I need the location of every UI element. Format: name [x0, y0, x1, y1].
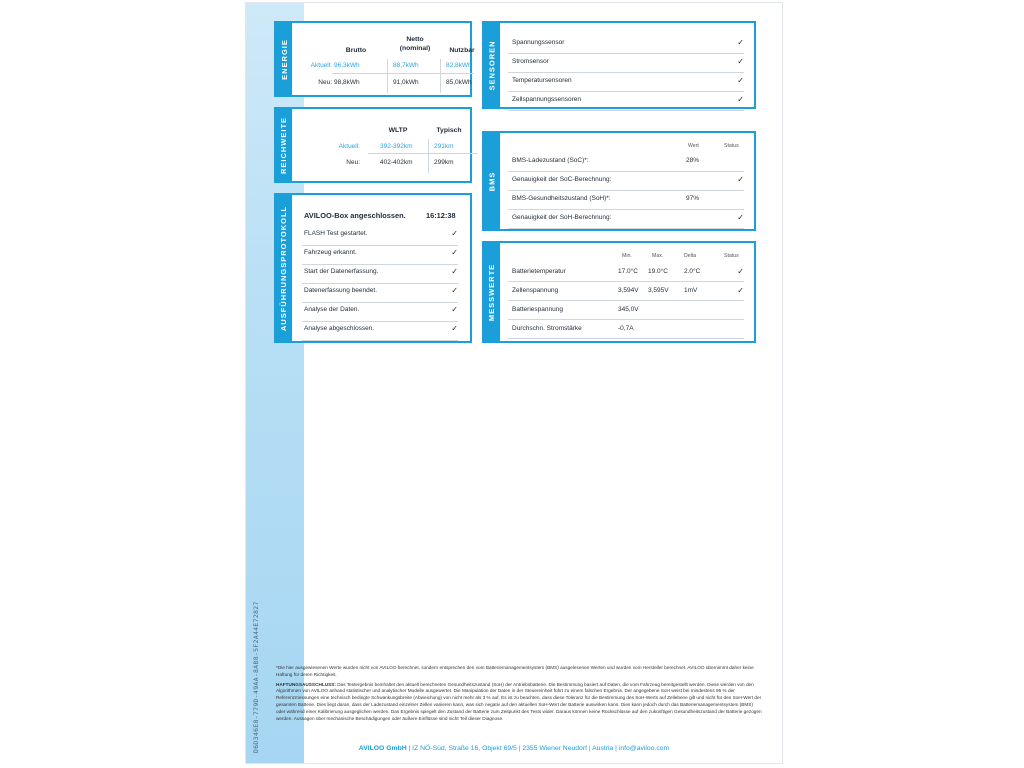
checkmark-icon: ✓: [737, 213, 744, 222]
disclaimer-label: HAFTUNGSAUSSCHLUSS:: [276, 681, 336, 687]
protokoll-item: [302, 303, 458, 322]
protokoll-item: [302, 322, 458, 341]
sensoren-card: [482, 21, 756, 109]
messwerte-row: [508, 282, 744, 301]
messwerte-col-min: Min.: [622, 253, 632, 259]
messwerte-list: [508, 263, 744, 339]
bms-row: [508, 210, 744, 229]
protokoll-item-label: Analyse abgeschlossen.: [304, 325, 375, 332]
energie-neu-nutzbar: 85,0kWh: [446, 79, 472, 86]
energie-header-brutto: Brutto: [345, 47, 367, 54]
checkmark-icon: ✓: [451, 229, 458, 238]
energie-aktuell-nutzbar: 82,8kWh: [446, 62, 472, 69]
protokoll-list: [302, 227, 458, 341]
bms-col-wert: Wert: [688, 143, 699, 149]
checkmark-icon: ✓: [737, 38, 744, 47]
company-address: [246, 745, 782, 752]
energie-aktuell-brutto: 96,3kWh: [334, 62, 360, 69]
messwerte-min: 3,594V: [618, 287, 639, 294]
bms-list: [508, 153, 744, 229]
messwerte-max: 3,595V: [648, 287, 669, 294]
checkmark-icon: ✓: [737, 175, 744, 184]
protokoll-item-label: Datenerfassung beendet.: [304, 287, 377, 294]
energie-neu-netto: 91,0kWh: [393, 79, 419, 86]
report-page: [245, 2, 783, 764]
messwerte-title: MESSWERTE: [487, 263, 497, 321]
messwerte-max: 19.0°C: [648, 268, 668, 275]
messwerte-min: 17.0°C: [618, 268, 638, 275]
checkmark-icon: ✓: [737, 286, 744, 295]
messwerte-row-label: Durchschn. Stromstärke: [512, 325, 582, 332]
bms-row-value: 28%: [686, 157, 700, 164]
energie-title: ENERGIE: [279, 38, 289, 80]
checkmark-icon: ✓: [737, 76, 744, 85]
messwerte-min: -0,7A: [618, 325, 634, 332]
sensoren-list: [508, 35, 744, 111]
sensor-label: Stromsensor: [512, 58, 549, 65]
checkmark-icon: ✓: [737, 95, 744, 104]
reichweite-header-wltp: WLTP: [388, 127, 408, 134]
checkmark-icon: ✓: [451, 286, 458, 295]
reichweite-header-typisch: Typisch: [436, 127, 462, 134]
reichweite-neu-typisch: 299km: [434, 159, 454, 166]
bms-row-label: BMS-Ladezustand (SoC)*:: [512, 157, 589, 164]
messwerte-row-label: Batteriespannung: [512, 306, 563, 313]
reichweite-card: [274, 107, 472, 183]
reichweite-title: REICHWEITE: [279, 116, 289, 174]
messwerte-col-status: Status: [724, 253, 739, 259]
disclaimer: [276, 682, 762, 723]
sensor-item: [508, 54, 744, 73]
protokoll-item-label: Fahrzeug erkannt.: [304, 249, 357, 256]
bms-row-label: Genauigkeit der SoC-Berechnung:: [512, 176, 612, 183]
energie-aktuell-netto: 88,7kWh: [393, 62, 419, 69]
reichweite-aktuell-wltp: 392-392km: [380, 143, 413, 150]
messwerte-delta: 1mV: [684, 287, 698, 294]
bms-row: [508, 153, 744, 172]
checkmark-icon: ✓: [451, 267, 458, 276]
energie-header-nutzbar: Nutzbar: [449, 47, 475, 54]
bms-row: [508, 191, 744, 210]
protokoll-item-label: FLASH Test gestartet.: [304, 230, 368, 237]
protokoll-heading: AVILOO-Box angeschlossen.: [304, 211, 406, 220]
protokoll-card: [274, 193, 472, 343]
bms-row: [508, 172, 744, 191]
messwerte-col-max: Max.: [652, 253, 664, 259]
footer-notes: [276, 665, 762, 725]
messwerte-card: [482, 241, 756, 343]
bms-row-value: 97%: [686, 195, 700, 202]
bms-card: [482, 131, 756, 231]
protokoll-item: [302, 246, 458, 265]
messwerte-row-label: Zellenspannung: [512, 287, 559, 294]
checkmark-icon: ✓: [737, 267, 744, 276]
reichweite-aktuell-label: Aktuell:: [338, 143, 360, 150]
checkmark-icon: ✓: [737, 57, 744, 66]
protokoll-item: [302, 265, 458, 284]
protokoll-time: 16:12:38: [426, 211, 456, 220]
energie-neu-brutto: 98,8kWh: [334, 79, 360, 86]
messwerte-row: [508, 301, 744, 320]
messwerte-min: 345,0V: [618, 306, 639, 313]
checkmark-icon: ✓: [451, 305, 458, 314]
energie-header-netto: Netto (nominal): [399, 36, 431, 52]
messwerte-delta: 2.0°C: [684, 268, 701, 275]
reichweite-neu-wltp: 402-402km: [380, 159, 413, 166]
bms-col-status: Status: [724, 143, 739, 149]
energie-aktuell-label: Aktuell:: [310, 62, 332, 69]
messwerte-row: [508, 263, 744, 282]
protokoll-item: [302, 227, 458, 246]
checkmark-icon: ✓: [451, 248, 458, 257]
messwerte-row: [508, 320, 744, 339]
sensor-label: Spannungssensor: [512, 39, 565, 46]
sensor-label: Temperatursensoren: [512, 77, 572, 84]
checkmark-icon: ✓: [451, 324, 458, 333]
sensor-item: [508, 92, 744, 111]
energie-neu-label: Neu:: [318, 79, 332, 86]
sensor-item: [508, 73, 744, 92]
sensoren-title: SENSOREN: [487, 39, 497, 91]
bms-row-label: Genauigkeit der SoH-Berechnung:: [512, 214, 612, 221]
company-name: AVILOO GmbH: [358, 745, 407, 752]
sensor-item: [508, 35, 744, 54]
document-id: D6D346E8-779D-49AA-8AB8-5F2A44E72827: [252, 601, 260, 753]
reichweite-aktuell-typisch: 291km: [434, 143, 454, 150]
footnote: *Die hier ausgewiesenen Werte wurden nicht von AVILOO berechnet, sondern entsprechen den vom Batteriemanagementsystem (BMS) ausgelesenen Werten und wurden vom Hersteller berechnet. AVILOO übernimmt daher keine Haftung für deren Richtigkeit.: [276, 665, 754, 677]
bms-title: BMS: [487, 171, 497, 191]
disclaimer-text: Das Testergebnis beinhaltet den aktuell berechneten Gesundheitszustand (SoH) der Antriebsbatterie. Die Bestimmung basiert auf Daten, die vom Fahrzeug bereitgestellt werden. Diese werden von den Algorithmen von AVILOO anhand statistischer und analytischer Modelle ausgewertet. Die Manipulation der Daten in der Steuereinheit führt zu einem falschen Ergebnis. Der angegebene SoH weist bei mindestens 95 % der Referenzmessungen eine technisch bedingte Schwankungsbreite (Abweichung) von nicht mehr als 3 % auf. Es ist zu beachten, dass diese Toleranz für die Bestimmung des SoH-Werts auf Zellebene gilt und nicht für den SoH-Wert der gesamten Batterie. Dies liegt daran, dass der Ladezustand einzelner Zellen variieren kann, was sich negativ auf den aktuellen SoH-Wert der Batterie auswirken kann. Dies kann jedoch durch das Batteriemanagementsystem (BMS) oder während einer Kalibrierung ausgeglichen werden. Das Ergebnis spiegelt den Zustand der Batterie zum Zeitpunkt des Tests wider. Daraus können keine Rückschlüsse auf den zukünftigen Gesundheitszustand der Batterie gezogen werden. Aussagen über mechanische Beschädigungen oder äußere Einflüsse sind nicht Teil dieser Diagnose.: [276, 681, 762, 721]
protokoll-item-label: Start der Datenerfassung.: [304, 268, 379, 275]
protokoll-title: AUSFÜHRUNGSPROTOKOLL: [279, 205, 289, 331]
address-line: | IZ NÖ-Süd, Straße 16, Objekt 69/5 | 2355 Wiener Neudorf | Austria | info@aviloo.com: [406, 745, 670, 752]
messwerte-row-label: Batterietemperatur: [512, 268, 566, 275]
bms-row-label: BMS-Gesundheitszustand (SoH)*:: [512, 195, 611, 202]
reichweite-neu-label: Neu:: [346, 159, 360, 166]
protokoll-item-label: Analyse der Daten.: [304, 306, 360, 313]
energie-card: [274, 21, 475, 97]
sensor-label: Zellspannungssensoren: [512, 96, 582, 103]
messwerte-col-delta: Delta: [684, 253, 697, 259]
protokoll-item: [302, 284, 458, 303]
